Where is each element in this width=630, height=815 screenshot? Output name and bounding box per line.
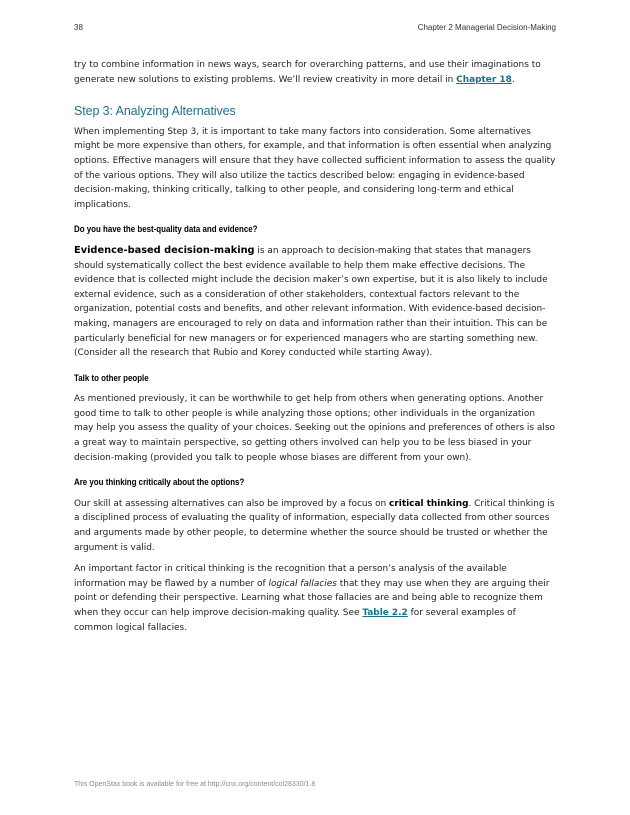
section-title: Step 3: Analyzing Alternatives	[74, 104, 236, 119]
chapter-18-link[interactable]: Chapter 18	[456, 74, 512, 85]
page-header	[74, 23, 556, 37]
chapter-title: Chapter 2 Managerial Decision-Making	[417, 23, 556, 32]
subheading-critical: Are you thinking critically about the options?	[74, 477, 245, 488]
critical-text-1: Our skill at assessing alternatives can also be improved by a focus on	[74, 498, 390, 509]
logical-fallacies-italic: logical fallacies	[268, 578, 337, 589]
page-number: 38	[74, 23, 83, 32]
evidence-text: is an approach to decision-making that states that managers should systematically collect the best evidence available to help them make effective decisions. The evidence that is collected might include the decision maker’s own expertise, but it is also likely to include external evidence, such as a consideration of other stakeholders, contextual factors relevant to the organization, potential costs and benefits, and other relevant information. With evidence-based decision-making, managers are encouraged to rely on data and information rather than their intuition. This can be particularly beneficial for new managers or for experienced managers who are starting something new. (Consider all the research that Rubio and Korey conducted while starting Away).	[74, 245, 548, 359]
intro-text-end: .	[511, 74, 515, 85]
key-term-critical-thinking: critical thinking	[389, 498, 469, 509]
fallacy-text-1: An important factor in critical thinking is the recognition that a person’s analysis of the available information may be flawed by a number of	[74, 564, 507, 589]
talk-paragraph: As mentioned previously, it can be worthwhile to get help from others when generating options. Another good time to talk to other people is while analyzing those options; other individuals in the organization may help you assess the quality of your choices. Seeking out the opinions and preferences of others is also a great way to maintain perspective, so getting others involved can help you to be less biased in your decision-making (provided you talk to people whose biases are different from your own).	[74, 394, 556, 463]
intro-paragraph	[74, 58, 556, 87]
critical-text-2: . Critical thinking is a disciplined process of evaluating the quality of information, especially data collected from other sources and arguments made by other people, to determine whether the source should be trusted or whether the argument is valid.	[74, 498, 555, 553]
subheading-evidence: Do you have the best-quality data and evidence?	[74, 224, 258, 235]
fallacy-text-2: that they may use when they are arguing their point or defending their perspective. Learning what those fallacies are and being able to recognize them when they occur can help improve decision-making quality. See	[74, 578, 550, 618]
subheading-talk: Talk to other people	[74, 372, 149, 383]
fallacy-text-3: for several examples of common logical fallacies.	[74, 608, 516, 633]
critical-paragraph-1	[74, 497, 556, 555]
key-term-evidence-based: Evidence-based decision-making	[74, 244, 255, 256]
evidence-paragraph	[74, 244, 556, 361]
intro-text: try to combine information in news ways, search for overarching patterns, and use their imaginations to generate new solutions to existing problems. We’ll review creativity in more detail in	[74, 60, 541, 85]
page-content	[74, 58, 556, 642]
table-2-2-link[interactable]: Table 2.2	[362, 608, 408, 618]
page-footer: This OpenStax book is available for free at http://cnx.org/content/col28330/1.8	[74, 781, 316, 788]
section-body: When implementing Step 3, it is important to take many factors into consideration. Some alternatives might be more expensive than others, for example, and that information is often essential when analyzing options. Effective managers will ensure that they have collected sufficient information to assess the quality of the various options. They will also utilize the tactics described below: engaging in evidence-based decision-making, thinking critically, talking to other people, and considering long-term and ethical implications.	[74, 126, 556, 210]
critical-paragraph-2	[74, 562, 556, 635]
